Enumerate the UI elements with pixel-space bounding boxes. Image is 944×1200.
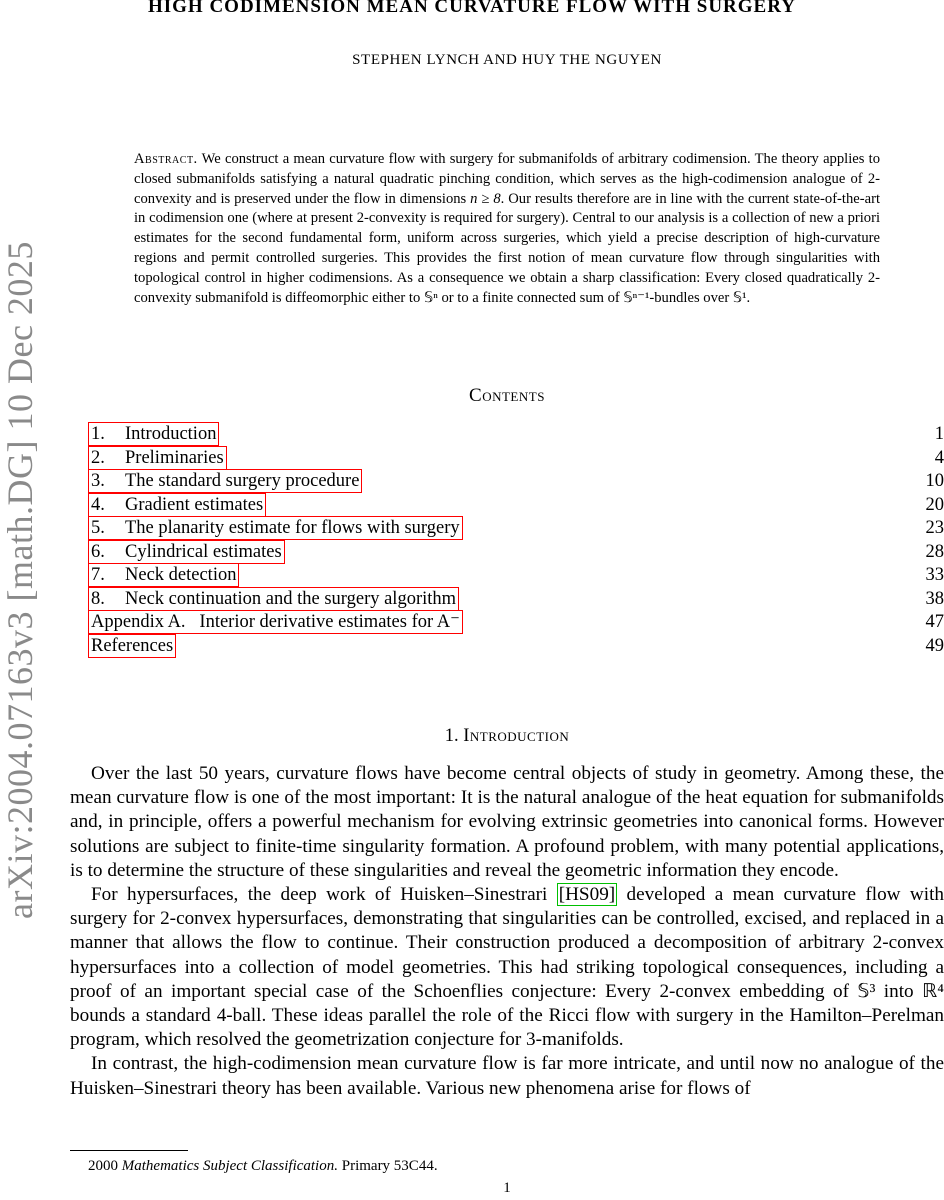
toc-entry: [88, 540, 944, 564]
page-number: 1: [503, 1180, 511, 1196]
paragraph: Over the last 50 years, curvature flows have become central objects of study in geometry. Among these, the mean curvature flow is one of the most important: It is the natural analogue of the heat equation for submanifolds and, in principle, offers a powerful mechanism for evolving extrinsic geometries into canonical forms. However solutions are subject to finite-time singularity formation. A profound problem, with many potential applications, is to determine the structure of these singularities and reveal the geometric information they encode.: [70, 763, 944, 881]
paragraph-text: bounds a standard 4-ball. These ideas parallel the role of the Ricci flow with surgery in the Hamilton–Perelman program, which resolved the geometrization conjecture for 3-manifolds.: [70, 1005, 944, 1051]
toc-number: 8.: [91, 588, 105, 609]
toc-title: Cylindrical estimates: [125, 541, 282, 562]
toc-page: 1: [934, 424, 944, 444]
footnote-year: 2000: [88, 1158, 118, 1174]
section-heading: [0, 726, 944, 747]
abstract-math: 𝕊ⁿ⁻¹: [623, 289, 650, 306]
abstract-label: Abstract.: [134, 151, 198, 167]
toc-page: 33: [925, 565, 944, 585]
footnote-value: Primary 53C44.: [337, 1158, 438, 1174]
abstract-math: 𝕊¹: [732, 289, 747, 306]
paper-authors: STEPHEN LYNCH AND HUY THE NGUYEN: [352, 52, 662, 68]
section-number: 1.: [444, 726, 459, 746]
toc-page: 10: [925, 471, 944, 491]
body-text: [70, 762, 944, 1101]
toc-link-references[interactable]: [88, 634, 176, 658]
toc-page: 28: [925, 541, 944, 562]
toc-entry: [88, 516, 944, 540]
toc-page: 38: [925, 588, 944, 609]
toc-link-gradient-estimates[interactable]: [88, 493, 266, 517]
toc-title: Neck detection: [125, 565, 237, 585]
arxiv-id: arXiv:2004.07163v3 [math.DG] 10 Dec 2025: [0, 241, 40, 919]
toc-number: 2.: [91, 447, 105, 468]
toc-entry: [88, 446, 944, 470]
toc-entry: [88, 563, 944, 587]
toc-link-appendix-a[interactable]: [88, 610, 463, 634]
toc-link-neck-continuation[interactable]: [88, 587, 459, 611]
paragraph-text: into: [875, 980, 923, 1002]
paragraph-math: ℝ⁴: [922, 980, 944, 1002]
abstract-math: n ≥ 8: [470, 190, 501, 207]
toc-title: Gradient estimates: [125, 494, 264, 515]
abstract-text: or to a finite connected sum of: [437, 289, 624, 306]
abstract-text: We construct a mean curvature flow with surgery for submanifolds of arbitrary codimension. The theory applies to closed submanifolds satisfying a natural quadratic pinching condition, which serves as the high-codimension analogue of 2-convexity and is preserved under the flow in dimensions: [134, 151, 880, 207]
toc-number: 7.: [91, 565, 105, 585]
toc-link-standard-surgery[interactable]: [88, 469, 362, 493]
paragraph-text: developed a mean curvature flow with surgery for 2-convex hypersurfaces, demonstrating that singularities can be controlled, excised, and replaced in a manner that allows the flow to continue. Their construction produced a decomposition of arbitrary 2-convex hypersurfaces into a collection of model geometries. This had striking topological consequences, including a proof of an important special case of the Schoenflies conjecture: Every 2-convex embedding of: [70, 884, 944, 1002]
footnote-label: Mathematics Subject Classification.: [121, 1158, 338, 1174]
abstract-text: . Our results therefore are in line with the current state-of-the-art in codimension one (where at present 2-convexity is required for surgery). Central to our analysis is a collection of new a priori estimates for the second fundamental form, uniform across surgeries, which yield a precise description of high-curvature regions and permit controlled surgeries. This provides the first notion of mean curvature flow through singularities with topological control in higher codimensions. As a consequence we obtain a sharp classification: Every closed quadratically 2-convexity submanifold is diffeomorphic either to: [134, 190, 880, 306]
toc-link-preliminaries[interactable]: [88, 446, 227, 470]
abstract-math: 𝕊ⁿ: [423, 289, 438, 306]
toc-entry: [88, 493, 944, 517]
toc-title: References: [91, 635, 174, 656]
toc-entry: [88, 634, 944, 658]
toc-entry: [88, 469, 944, 493]
abstract: [134, 150, 880, 308]
toc-title: Neck continuation and the surgery algorithm: [125, 588, 457, 609]
toc-link-neck-detection[interactable]: [88, 563, 239, 587]
section-title: Introduction: [463, 726, 570, 746]
toc-page: 47: [925, 612, 944, 632]
footnote-divider: [70, 1150, 188, 1151]
toc-page: 4: [934, 447, 944, 468]
contents-heading: Contents: [469, 385, 545, 406]
paragraph: [70, 883, 944, 1052]
paragraph-text: For hypersurfaces, the deep work of Huisken–Sinestrari: [91, 884, 557, 906]
toc-title: Preliminaries: [125, 447, 224, 468]
paper-title: HIGH CODIMENSION MEAN CURVATURE FLOW WITH SURGERY: [147, 0, 796, 17]
arxiv-stamp: [0, 241, 42, 919]
toc-title: The planarity estimate for flows with surgery: [125, 518, 460, 538]
toc-page: 23: [925, 518, 944, 538]
citation-link[interactable]: [HS09]: [558, 884, 616, 906]
toc-page: 20: [925, 494, 944, 515]
toc-number: 5.: [91, 518, 105, 538]
footnote: [88, 1158, 438, 1175]
toc-number: 3.: [91, 471, 105, 491]
toc-link-planarity-estimate[interactable]: [88, 516, 463, 540]
toc-link-introduction[interactable]: [88, 422, 219, 446]
toc-entry: [88, 587, 944, 611]
toc-number: 4.: [91, 494, 105, 515]
abstract-text: -bundles over: [649, 289, 733, 306]
paragraph: In contrast, the high-codimension mean curvature flow is far more intricate, and until now no analogue of the Huisken–Sinestrari theory has been available. Various new phenomena arise for flows of: [70, 1053, 944, 1099]
toc-entry: [88, 422, 944, 446]
toc-page: 49: [925, 635, 944, 656]
toc-title: Appendix A. Interior derivative estimates for A⁻: [91, 612, 460, 632]
abstract-text: .: [746, 289, 751, 306]
toc-title: The standard surgery procedure: [125, 471, 360, 491]
toc-link-cylindrical-estimates[interactable]: [88, 540, 285, 564]
toc-title: Introduction: [125, 424, 217, 444]
table-of-contents: [88, 422, 944, 657]
toc-number: 1.: [91, 424, 105, 444]
paragraph-math: 𝕊³: [857, 980, 876, 1002]
toc-number: 6.: [91, 541, 105, 562]
toc-entry: [88, 610, 944, 634]
